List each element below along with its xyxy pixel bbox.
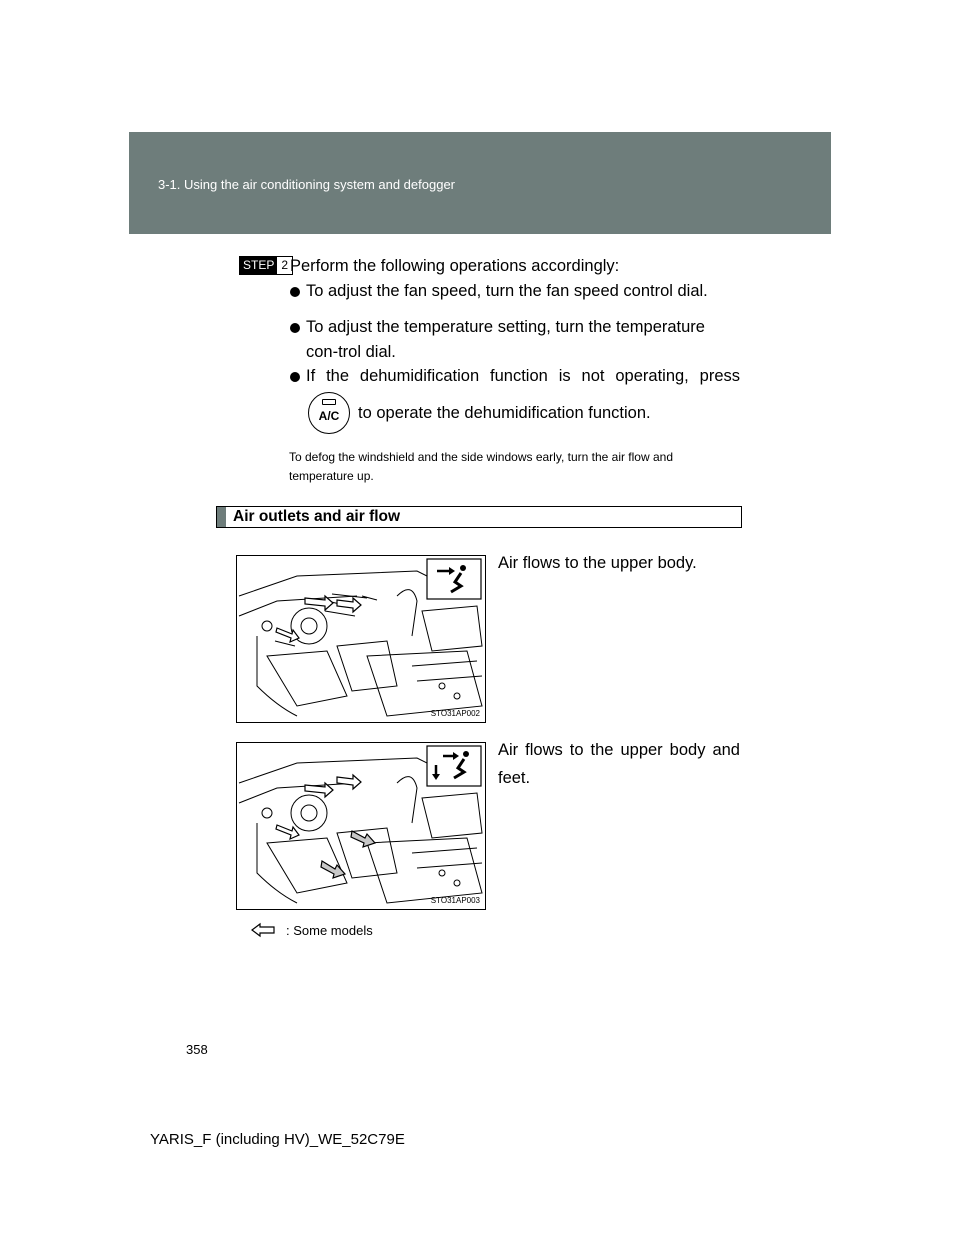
airflow-figure-upper xyxy=(236,555,486,723)
page-number: 358 xyxy=(186,1042,208,1057)
ac-instruction-text: to operate the dehumidification function. xyxy=(358,403,651,422)
step-badge xyxy=(239,256,293,275)
step-number: 2 xyxy=(277,258,292,273)
car-interior-illustration xyxy=(237,556,485,722)
face-vent-icon xyxy=(427,559,481,599)
ac-button-icon xyxy=(308,392,350,434)
section-header: 3-1. Using the air conditioning system and defogger xyxy=(158,177,456,192)
ac-button-label: A/C xyxy=(318,409,340,423)
step-label: STEP xyxy=(240,257,277,274)
ac-instruction-row xyxy=(308,392,651,434)
airflow-figure-bilevel xyxy=(236,742,486,910)
legend-text: : Some models xyxy=(286,922,373,938)
section-accent xyxy=(217,507,226,527)
bullet-icon xyxy=(290,287,300,297)
figure-description: Air flows to the upper body. xyxy=(498,554,697,572)
bi-level-vent-icon xyxy=(427,746,481,786)
bullet-text: If the dehumidification function is not operating, press xyxy=(306,367,740,385)
figure-code: STO31AP003 xyxy=(430,896,480,905)
car-interior-illustration xyxy=(237,743,485,909)
note-text: To defog the windshield and the side windows early, turn the air flow and temperature up. xyxy=(289,450,674,483)
list-item xyxy=(290,364,740,389)
outline-arrow-icon xyxy=(250,922,276,938)
figure-code: STO31AP002 xyxy=(430,709,480,718)
step-instruction: Perform the following operations accordingly: xyxy=(290,257,620,275)
bullet-icon xyxy=(290,323,300,333)
list-item xyxy=(290,315,740,365)
list-item xyxy=(290,279,740,304)
legend xyxy=(250,922,373,938)
section-title: Air outlets and air flow xyxy=(233,508,401,525)
section-title-bar xyxy=(216,506,742,528)
indicator-light-icon xyxy=(322,399,336,405)
bullet-text: To adjust the temperature setting, turn the temperature con-trol dial. xyxy=(306,318,705,361)
bullet-text: To adjust the fan speed, turn the fan speed control dial. xyxy=(306,282,708,300)
bullet-icon xyxy=(290,372,300,382)
figure-description: Air flows to the upper body and feet. xyxy=(498,741,740,787)
footer-code: YARIS_F (including HV)_WE_52C79E xyxy=(150,1131,405,1148)
